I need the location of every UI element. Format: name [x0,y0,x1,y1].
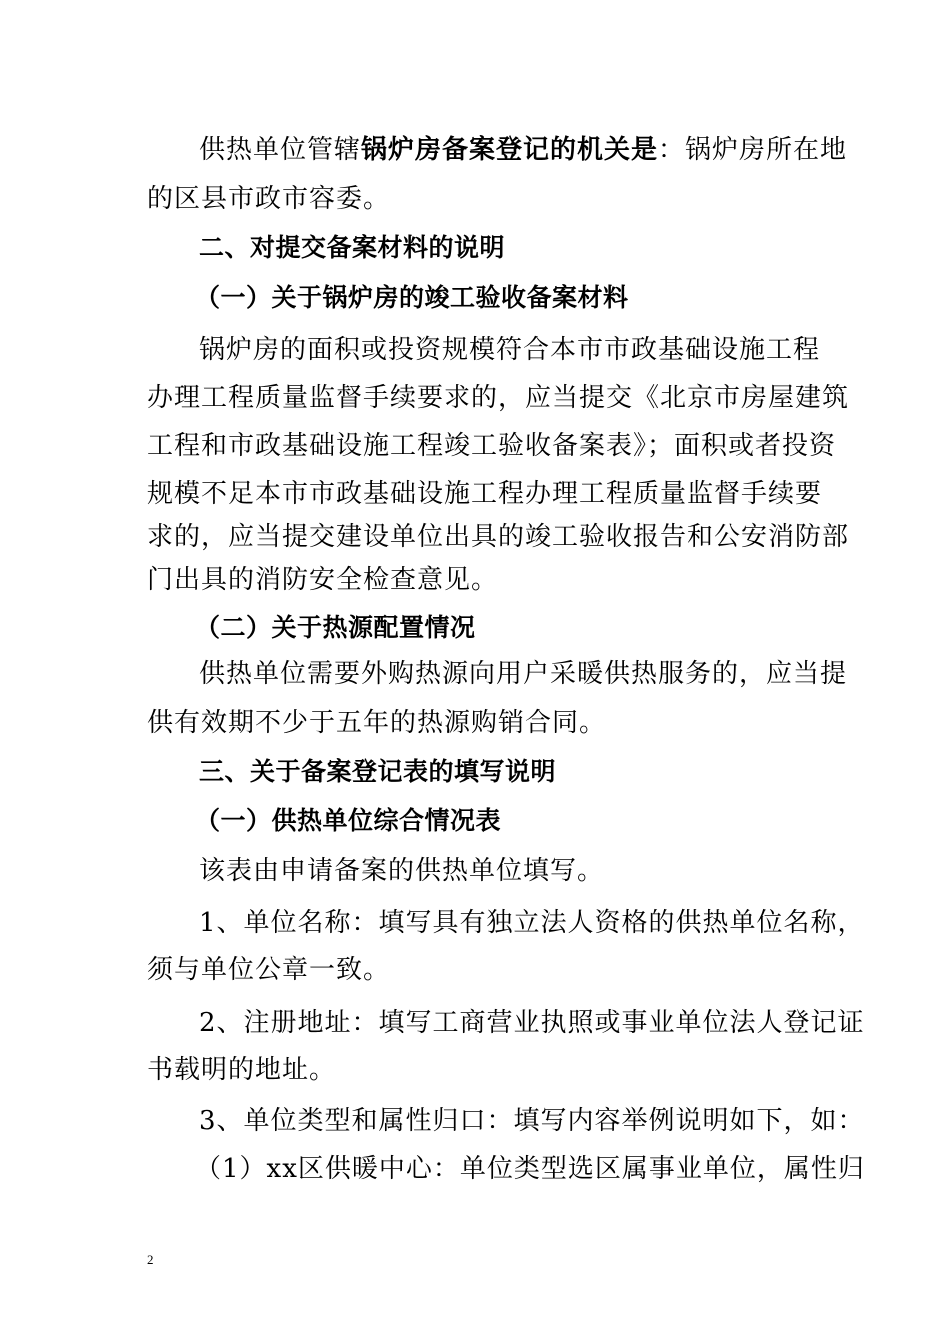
section-heading: 三、关于备案登记表的填写说明 [199,757,557,786]
paragraph-line: 办理工程质量监督手续要求的，应当提交《北京市房屋建筑 [147,383,850,413]
text-run: ：锅炉房所在地 [658,135,848,165]
paragraph-line [199,135,848,165]
paragraph-line: 的区县市政市容委。 [147,184,391,214]
paragraph-line: 供热单位需要外购热源向用户采暖供热服务的，应当提 [199,659,848,689]
paragraph-line: 工程和市政基础设施工程竣工验收备案表》；面积或者投资 [147,431,837,461]
text-run: 供热单位管辖 [199,135,362,165]
paragraph-line: 该表由申请备案的供热单位填写。 [199,856,605,886]
bold-text-run: 锅炉房备案登记的机关是 [361,135,659,165]
paragraph-line: 须与单位公章一致。 [147,955,391,985]
subsection-heading: （一）关于锅炉房的竣工验收备案材料 [195,283,629,312]
paragraph-line: 供有效期不少于五年的热源购销合同。 [147,708,607,738]
subsection-heading: （一）供热单位综合情况表 [195,806,502,835]
paragraph-line: 3、单位类型和属性归口：填写内容举例说明如下，如： [199,1106,865,1136]
section-heading: 二、对提交备案材料的说明 [199,233,506,262]
paragraph-line: 锅炉房的面积或投资规模符合本市市政基础设施工程 [199,335,821,365]
paragraph-line: 书载明的地址。 [147,1055,337,1085]
paragraph-line: 2、注册地址：填写工商营业执照或事业单位法人登记证 [199,1008,865,1038]
paragraph-line: 规模不足本市市政基础设施工程办理工程质量监督手续要 [147,479,823,509]
paragraph-line: （1）xx区供暖中心：单位类型选区属事业单位，属性归 [195,1154,865,1184]
subsection-heading: （二）关于热源配置情况 [195,613,476,642]
paragraph-line: 门出具的消防安全检查意见。 [147,565,499,595]
paragraph-line: 求的，应当提交建设单位出具的竣工验收报告和公安消防部 [147,522,850,552]
paragraph-line: 1、单位名称：填写具有独立法人资格的供热单位名称， [199,908,865,938]
page-number: 2 [147,1252,154,1267]
